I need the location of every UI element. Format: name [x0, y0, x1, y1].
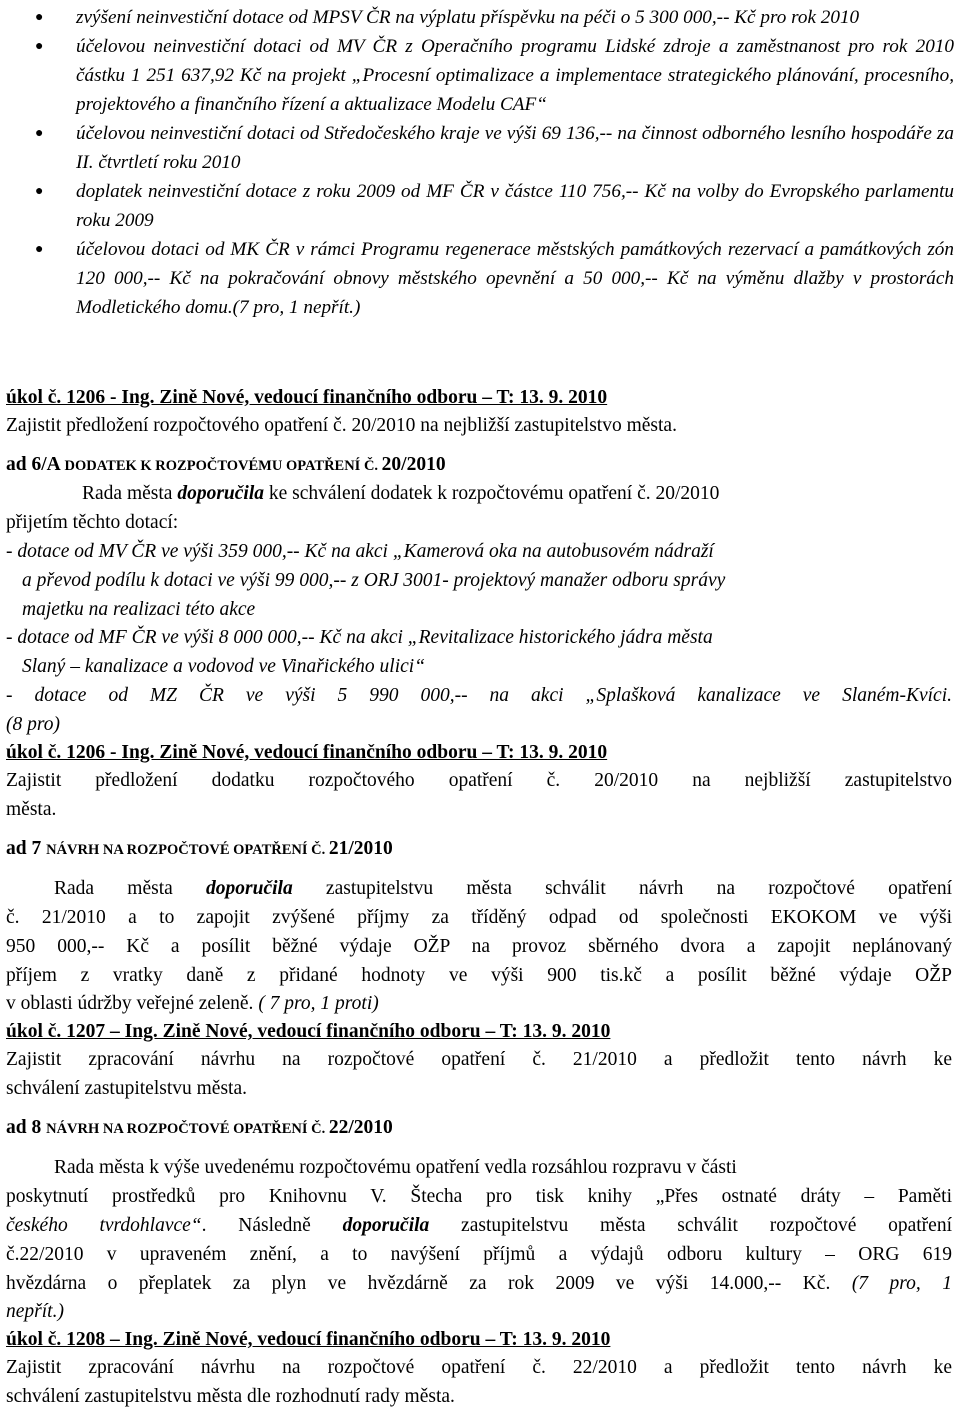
section-8-para: Rada města k výše uvedenému rozpočtovému opatření vedla rozsáhlou rozpravu v části	[54, 1157, 737, 1178]
task-1207-text: schválení zastupitelstvu města.	[6, 1078, 247, 1099]
vote-result: nepřít.)	[6, 1301, 64, 1322]
subsidy-line: Slaný – kanalizace a vodovod ve Vinařického ulici“	[22, 656, 426, 677]
bullet-dot-icon: ●	[35, 126, 44, 141]
task-1206: úkol č. 1206 - Ing. Zině Nové, vedoucí finančního odboru – T: 13. 9. 2010	[6, 387, 608, 408]
bullet-item: ● zvýšení neinvestiční dotace od MPSV ČR na výplatu příspěvku na péči o 5 300 000,-- Kč pro rok 2010	[0, 3, 960, 32]
task-1206-second-text: Zajistit předložení dodatku rozpočtového opatření č. 20/2010 na nejbližší zastupitelstvo	[6, 770, 952, 791]
section-7-para: v oblasti údržby veřejné zeleně. ( 7 pro, 1 proti)	[6, 993, 379, 1014]
bullet-item: ● účelovou neinvestiční dotaci od MV ČR z Operačního programu Lidské zdroje a zaměstnanost pro rok 2010 částku 1 251 637,92 Kč na projekt „Procesní optimalizace a implementace strategického plánování, procesního, projektového a finančního řízení a aktualizace Modelu CAF“	[0, 32, 960, 119]
section-6a-para-2: přijetím těchto dotací:	[6, 512, 179, 533]
section-7-para: příjem z vratky daně z přidané hodnoty ve výši 900 tis.kč a posílit běžné výdaje OŽP	[6, 965, 952, 986]
subsidy-line: - dotace od MF ČR ve výši 8 000 000,-- Kč na akci „Revitalizace historického jádra města	[6, 627, 713, 648]
section-7-heading: ad 7 NÁVRH NA ROZPOČTOVÉ OPATŘENÍ Č. 21/2010	[6, 838, 393, 859]
bullet-dot-icon: ●	[35, 10, 44, 25]
task-1206-second: úkol č. 1206 - Ing. Zině Nové, vedoucí finančního odboru – T: 13. 9. 2010	[6, 742, 608, 763]
task-1207-text: Zajistit zpracování návrhu na rozpočtové opatření č. 21/2010 a předložit tento návrh ke	[6, 1049, 952, 1070]
task-1208: úkol č. 1208 – Ing. Zině Nové, vedoucí finančního odboru – T: 13. 9. 2010	[6, 1329, 611, 1350]
section-8-para: č.22/2010 v upraveném znění, a to navýšení příjmů a výdajů odboru kultury – ORG 619	[6, 1244, 952, 1265]
section-8-para: poskytnutí prostředků pro Knihovnu V. Štecha pro tisk knihy „Přes ostnaté dráty – Paměti	[6, 1186, 952, 1207]
subsidy-bullet-list	[0, 3, 960, 322]
subsidy-line: - dotace od MV ČR ve výši 359 000,-- Kč na akci „Kamerová oka na autobusovém nádraží	[6, 541, 714, 562]
section-6a-heading: ad 6/A DODATEK K ROZPOČTOVÉMU OPATŘENÍ Č. 20/2010	[6, 454, 446, 475]
task-1207: úkol č. 1207 – Ing. Zině Nové, vedoucí finančního odboru – T: 13. 9. 2010	[6, 1021, 611, 1042]
bullet-item: ● účelovou neinvestiční dotaci od Středočeského kraje ve výši 69 136,-- na činnost odborného lesního hospodáře za II. čtvrtletí roku 2010	[0, 119, 960, 177]
subsidy-line: a převod podílu k dotaci ve výši 99 000,-- z ORJ 3001- projektový manažer odboru správy	[22, 570, 726, 591]
subsidy-line: majetku na realizaci této akce	[22, 599, 256, 620]
task-1206-text: Zajistit předložení rozpočtového opatření č. 20/2010 na nejbližší zastupitelstvo města.	[6, 415, 677, 436]
section-8-para: českého tvrdohlavce“. Následně doporučila zastupitelstvu města schválit rozpočtové opatření	[6, 1215, 952, 1236]
bullet-item: ● doplatek neinvestiční dotace z roku 2009 od MF ČR v částce 110 756,-- Kč na volby do Evropského parlamentu roku 2009	[0, 177, 960, 235]
task-1208-text: schválení zastupitelstvu města dle rozhodnutí rady města.	[6, 1386, 455, 1407]
section-7-para: Rada města doporučila zastupitelstvu města schválit návrh na rozpočtové opatření	[54, 878, 952, 899]
subsidy-line: - dotace od MZ ČR ve výši 5 990 000,-- na akci „Splašková kanalizace ve Slaném-Kvíci.	[6, 685, 952, 706]
bullet-item: ● účelovou dotaci od MK ČR v rámci Programu regenerace městských památkových rezervací a památkových zón 120 000,-- Kč na pokračování obnovy městského opevnění a 50 000,-- Kč na výměnu dlažby v prostorách Modletického domu.(7 pro, 1 nepřít.)	[0, 235, 960, 322]
task-1208-text: Zajistit zpracování návrhu na rozpočtové opatření č. 22/2010 a předložit tento návrh ke	[6, 1357, 952, 1378]
bullet-dot-icon: ●	[35, 242, 44, 257]
section-7-para: č. 21/2010 a to zapojit zvýšené příjmy za tříděný odpad od společnosti EKOKOM ve výši	[6, 907, 952, 928]
section-8-heading: ad 8 NÁVRH NA ROZPOČTOVÉ OPATŘENÍ Č. 22/2010	[6, 1117, 393, 1138]
bullet-dot-icon: ●	[35, 39, 44, 54]
section-6a-para-1: Rada města doporučila ke schválení dodatek k rozpočtovému opatření č. 20/2010	[82, 483, 720, 504]
task-1206-second-text: města.	[6, 799, 57, 820]
bullet-dot-icon: ●	[35, 184, 44, 199]
vote-result: (8 pro)	[6, 714, 60, 735]
section-8-para: hvězdárna o přeplatek za plyn ve hvězdárně za rok 2009 ve výši 14.000,-- Kč. (7 pro, 1	[6, 1273, 952, 1294]
section-7-para: 950 000,-- Kč a posílit běžné výdaje OŽP na provoz sběrného dvora a zapojit neplánovaný	[6, 936, 952, 957]
